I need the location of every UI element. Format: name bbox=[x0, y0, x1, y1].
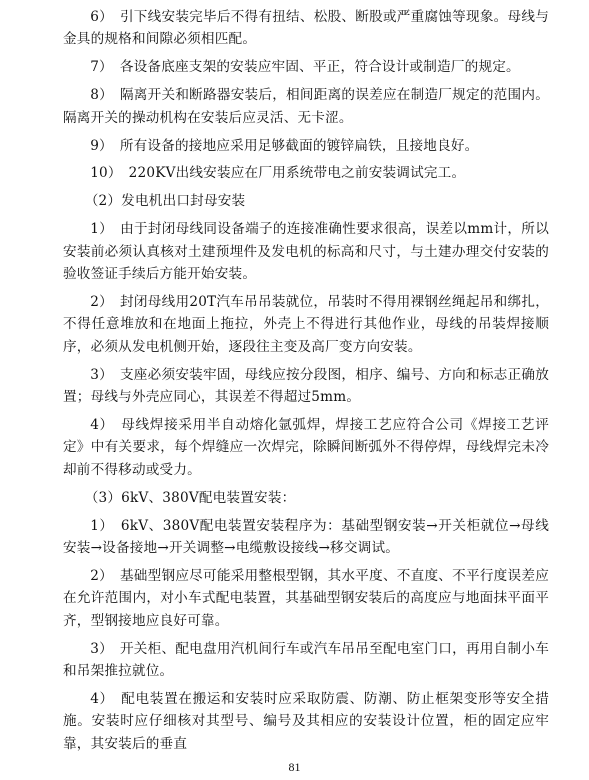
paragraph-item-7: 7） 各设备底座支架的安装应牢固、平正，符合设计或制造厂的规定。 bbox=[90, 59, 520, 76]
paragraph-busbar-3: 3） 支座必须安装牢固，母线应按分段图，相序、编号、方向和标志正确放置；母线与外壳应同心，其误差不得超过5mm。 bbox=[63, 366, 549, 406]
paragraph-switchgear-1: 1） 6kV、380V配电装置安装程序为：基础型钢安装→开关柜就位→母线安装→设备接地→开关调整→电缆敷设接线→移交调试。 bbox=[63, 517, 549, 557]
paragraph-switchgear-2: 2） 基础型钢应尽可能采用整根型钢，其水平度、不直度、不平行度误差应在允许范围内，对小车式配电装置，其基础型钢安装后的高度应与地面抹平面平齐，型钢接地应良好可靠。 bbox=[63, 567, 549, 629]
paragraph-item-9: 9） 所有设备的接地应采用足够截面的镀锌扁铁，且接地良好。 bbox=[90, 137, 479, 154]
document-body bbox=[63, 6, 549, 761]
paragraph-item-8: 8） 隔离开关和断路器安装后，相间距离的误差应在制造厂规定的范围内。隔离开关的操动机构在安装后应灵活、无卡涩。 bbox=[63, 87, 549, 126]
section-heading-generator-busbar: （2）发电机出口封母安装 bbox=[84, 193, 246, 210]
page-number: 81 bbox=[288, 760, 301, 774]
paragraph-item-10: 10） 220KV出线安装应在厂用系统带电之前安装调试完工。 bbox=[90, 165, 466, 182]
paragraph-busbar-1: 1） 由于封闭母线同设备端子的连接准确性要求很高，误差以mm计，所以安装前必须认真核对土建预埋件及发电机的标高和尺寸，与土建办理交付安装的验收签证手续后方能开始安装。 bbox=[63, 221, 549, 283]
paragraph-switchgear-3: 3） 开关柜、配电盘用汽机间行车或汽车吊吊至配电室门口，再用自制小车和吊架推拉就位。 bbox=[63, 640, 549, 680]
paragraph-switchgear-4: 4） 配电装置在搬运和安装时应采取防震、防潮、防止框架变形等安全措施。安装时应仔细核对其型号、编号及其相应的安装设计位置，柜的固定应牢靠，其安装后的垂直 bbox=[63, 690, 549, 752]
paragraph-item-6: 6） 引下线安装完毕后不得有扭结、松股、断股或严重腐蚀等现象。母线与金具的规格和间隙必须相匹配。 bbox=[63, 9, 549, 48]
paragraph-busbar-2: 2） 封闭母线用20T汽车吊吊装就位，吊装时不得用裸钢丝绳起吊和绑扎，不得任意堆放和在地面上拖拉，外壳上不得进行其他作业，母线的吊装焊接顺序，必须从发电机侧开始，逐段往主变及高厂变方向安装。 bbox=[63, 293, 549, 355]
paragraph-busbar-4: 4） 母线焊接采用半自动熔化氩弧焊，焊接工艺应符合公司《焊接工艺评定》中有关要求，每个焊缝应一次焊完，除瞬间断弧外不得停焊，母线焊完未冷却前不得移动或受力。 bbox=[63, 417, 549, 478]
section-heading-switchgear: （3）6kV、380V配电装置安装： bbox=[84, 489, 296, 506]
